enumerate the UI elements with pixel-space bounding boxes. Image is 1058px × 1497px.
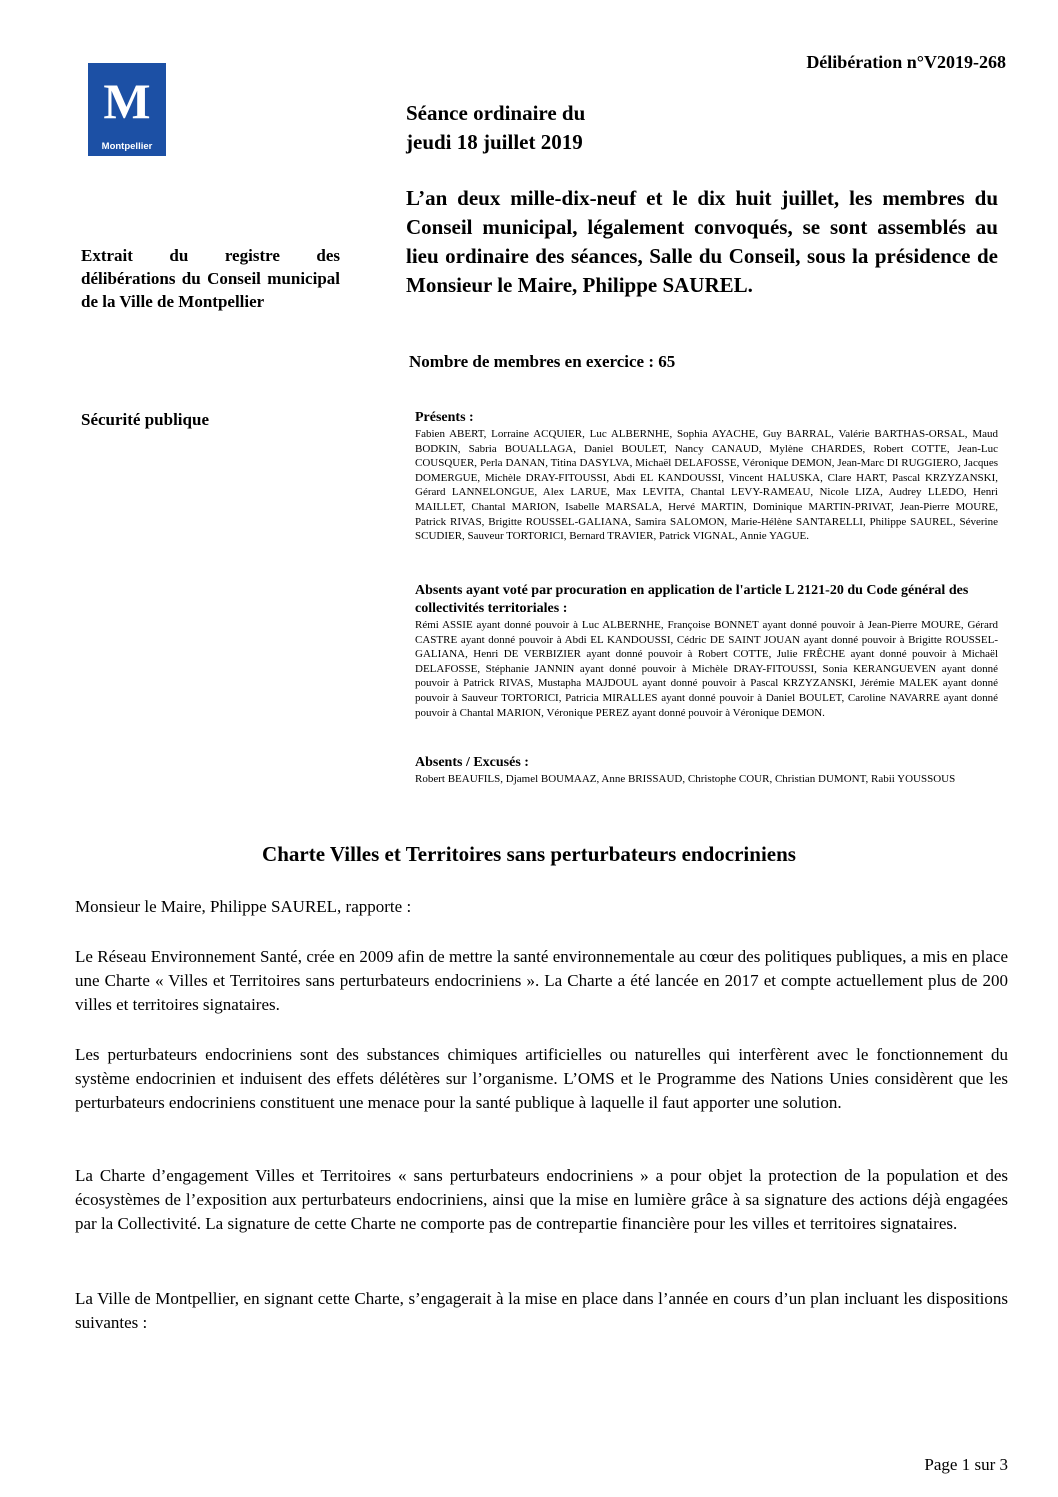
registry-extract: Extrait du registre des délibérations du Conseil municipal de la Ville de Montpellier <box>81 246 340 311</box>
deliberation-number: Délibération n°V2019-268 <box>806 52 1006 72</box>
paragraph: Le Réseau Environnement Santé, crée en 2009 afin de mettre la santé environnementale au cœur des politiques publiques, a mis en place une Charte « Villes et Territoires sans perturbateurs endocriniens ». La Charte a été lancée en 2017 et compte actuellement plus de 200 villes et territoires signataires. <box>75 947 1008 1014</box>
montpellier-logo <box>88 63 166 156</box>
seance-line-1: Séance ordinaire du <box>406 101 586 125</box>
paragraph: Monsieur le Maire, Philippe SAUREL, rapporte : <box>75 897 412 916</box>
absents-heading: Absents / Excusés : <box>415 755 529 770</box>
paragraph: La Ville de Montpellier, en signant cette Charte, s’engagerait à la mise en place dans l’année en cours d’un plan incluant les dispositions suivantes : <box>75 1289 1008 1332</box>
presents-block <box>415 409 998 544</box>
presents-heading: Présents : <box>415 410 474 425</box>
procuration-heading: Absents ayant voté par procuration en application de l'article L 2121-20 du Code général des collectivités territoriales : <box>415 583 969 616</box>
members-count: Nombre de membres en exercice : 65 <box>409 352 676 371</box>
paragraph: La Charte d’engagement Villes et Territoires « sans perturbateurs endocriniens » a pour objet la protection de la population et des écosystèmes de l’exposition aux perturbateurs endocriniens, ainsi que la mise en lumière grâce à sa signature des actions déjà engagées par la Collectivité. La signature de cette Charte ne comporte pas de contrepartie financière pour les villes et territoires signataires. <box>75 1166 1008 1233</box>
absents-list: Robert BEAUFILS, Djamel BOUMAAZ, Anne BRISSAUD, Christophe COUR, Christian DUMONT, Rabii YOUSSOUS <box>415 773 956 785</box>
paragraph: Les perturbateurs endocriniens sont des substances chimiques artificielles ou naturelles qui interfèrent avec le fonctionnement du système endocrinien et induisent des effets délétères sur l’organisme. L’OMS et le Programme des Nations Unies considèrent que les perturbateurs endocriniens constituent une menace pour la santé publique à laquelle il faut apporter une solution. <box>75 1045 1008 1112</box>
seance-heading <box>406 99 585 157</box>
presents-list: Fabien ABERT, Lorraine ACQUIER, Luc ALBERNHE, Sophia AYACHE, Guy BARRAL, Valérie BARTHAS-ORSAL, Maud BODKIN, Sabria BOUALLAGA, Daniel BOULET, Nancy CANAUD, Mylène CHARDES, Robert COTTE, Jean-Luc COUSQUER, Perla DANAN, Titina DASYLVA, Michaël DELAFOSSE, Véronique DEMON, Jean-Marc DI RUGGIERO, Jacques DOMERGUE, Michèle DRAY-FITOUSSI, Abdi EL KANDOUSSI, Vincent HALUSKA, Clare HART, Pascal KRZYZANSKI, Gérard LANNELONGUE, Alex LARUE, Max LEVITA, Chantal LEVY-RAMEAU, Nicole LIZA, Audrey LLEDO, Henri MAILLET, Chantal MARION, Isabelle MARSALA, Hervé MARTIN, Dominique MARTIN-PRIVAT, Jean-Pierre MOURE, Patrick RIVAS, Brigitte ROUSSEL-GALIANA, Samira SALOMON, Marie-Hélène SANTARELLI, Philippe SAUREL, Séverine SCUDIER, Sauveur TORTORICI, Bernard TRAVIER, Patrick VIGNAL, Annie YAGUE. <box>415 428 998 543</box>
procuration-block <box>415 582 998 720</box>
subject-category: Sécurité publique <box>81 410 209 429</box>
absents-block <box>415 754 998 787</box>
procuration-list: Rémi ASSIE ayant donné pouvoir à Luc ALBERNHE, Françoise BONNET ayant donné pouvoir à Jean-Pierre MOURE, Gérard CASTRE ayant donné pouvoir à Abdi EL KANDOUSSI, Cédric DE SAINT JOUAN ayant donné pouvoir à Brigitte ROUSSEL-GALIANA, Henri DE VERBIZIER ayant donné pouvoir à Robert COTTE, Julie FRÊCHE ayant donné pouvoir à Michaël DELAFOSSE, Stéphanie JANNIN ayant donné pouvoir à Michèle DRAY-FITOUSSI, Sonia KERANGUEVEN ayant donné pouvoir à Patrick RIVAS, Mustapha MAJDOUL ayant donné pouvoir à Pascal KRZYZANSKI, Jérémie MALEK ayant donné pouvoir à Sauveur TORTORICI, Patricia MIRALLES ayant donné pouvoir à Daniel BOULET, Caroline NAVARRE ayant donné pouvoir à Chantal MARION, Véronique PEREZ ayant donné pouvoir à Véronique DEMON. <box>415 619 998 719</box>
logo-letter: M <box>103 73 151 129</box>
deliberation-title: Charte Villes et Territoires sans perturbateurs endocriniens <box>262 842 796 866</box>
logo-city: Montpellier <box>101 141 153 152</box>
seance-line-2: jeudi 18 juillet 2019 <box>406 130 583 154</box>
page-number: Page 1 sur 3 <box>924 1455 1008 1474</box>
preamble: L’an deux mille-dix-neuf et le dix huit juillet, les membres du Conseil municipal, légalement convoqués, se sont assemblés au lieu ordinaire des séances, Salle du Conseil, sous la présidence de Monsieur le Maire, Philippe SAUREL. <box>406 186 998 297</box>
